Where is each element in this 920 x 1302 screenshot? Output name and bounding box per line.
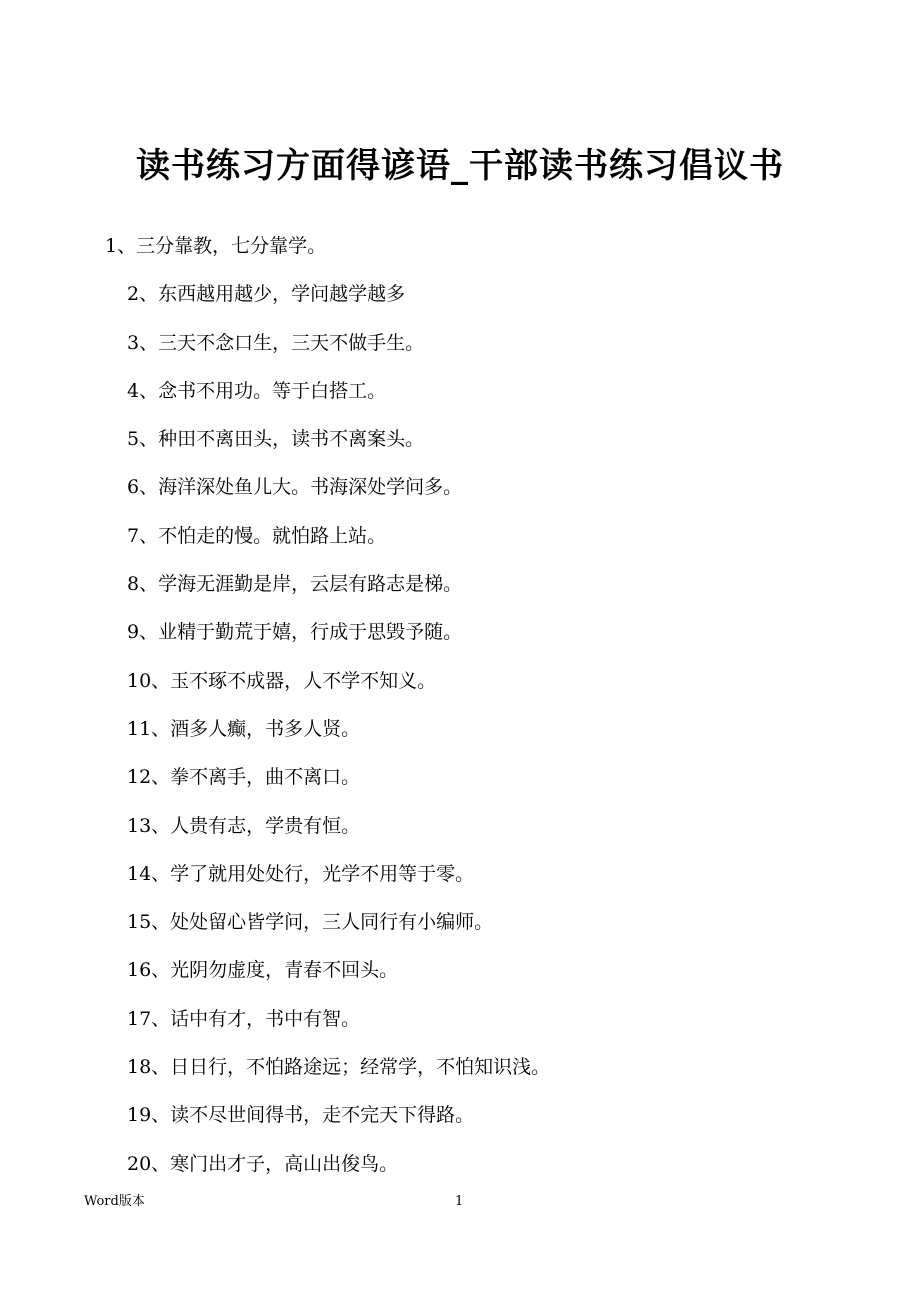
proverb-list [0, 228, 920, 1194]
list-item: 8、学海无涯勤是岸，云层有路志是梯。 [127, 573, 463, 596]
document-title: 读书练习方面得谚语_干部读书练习倡议书 [136, 146, 784, 186]
list-item: 11、酒多人癫，书多人贤。 [127, 717, 361, 740]
list-item: 16、光阴勿虚度，青春不回头。 [127, 959, 399, 982]
list-item: 13、人贵有志，学贵有恒。 [127, 814, 361, 837]
list-item: 5、种田不离田头，读书不离案头。 [127, 428, 425, 451]
list-item: 7、不怕走的慢。就怕路上站。 [127, 524, 387, 547]
list-item: 6、海洋深处鱼儿大。书海深处学问多。 [127, 476, 463, 499]
list-item: 10、玉不琢不成器，人不学不知义。 [127, 669, 437, 692]
list-item: 20、寒门出才子，高山出俊鸟。 [127, 1152, 399, 1175]
list-item: 4、念书不用功。等于白搭工。 [127, 379, 387, 402]
list-item: 15、处处留心皆学问，三人同行有小编师。 [127, 911, 494, 934]
list-item: 2、东西越用越少，学问越学越多 [127, 283, 406, 306]
list-item: 3、三天不念口生，三天不做手生。 [127, 331, 425, 354]
list-item: 18、日日行，不怕路途远；经常学，不怕知识浅。 [127, 1056, 551, 1079]
page-number: 1 [455, 1194, 464, 1209]
list-item: 17、话中有才，书中有智。 [127, 1007, 361, 1030]
list-item: 19、读不尽世间得书，走不完天下得路。 [127, 1104, 475, 1127]
list-item: 12、拳不离手，曲不离口。 [127, 766, 361, 789]
footer-label: Word版本 [84, 1194, 145, 1209]
list-item: 9、业精于勤荒于嬉，行成于思毁予随。 [127, 621, 463, 644]
list-item: 1、三分靠教，七分靠学。 [105, 235, 327, 257]
list-item: 14、学了就用处处行，光学不用等于零。 [127, 862, 475, 885]
